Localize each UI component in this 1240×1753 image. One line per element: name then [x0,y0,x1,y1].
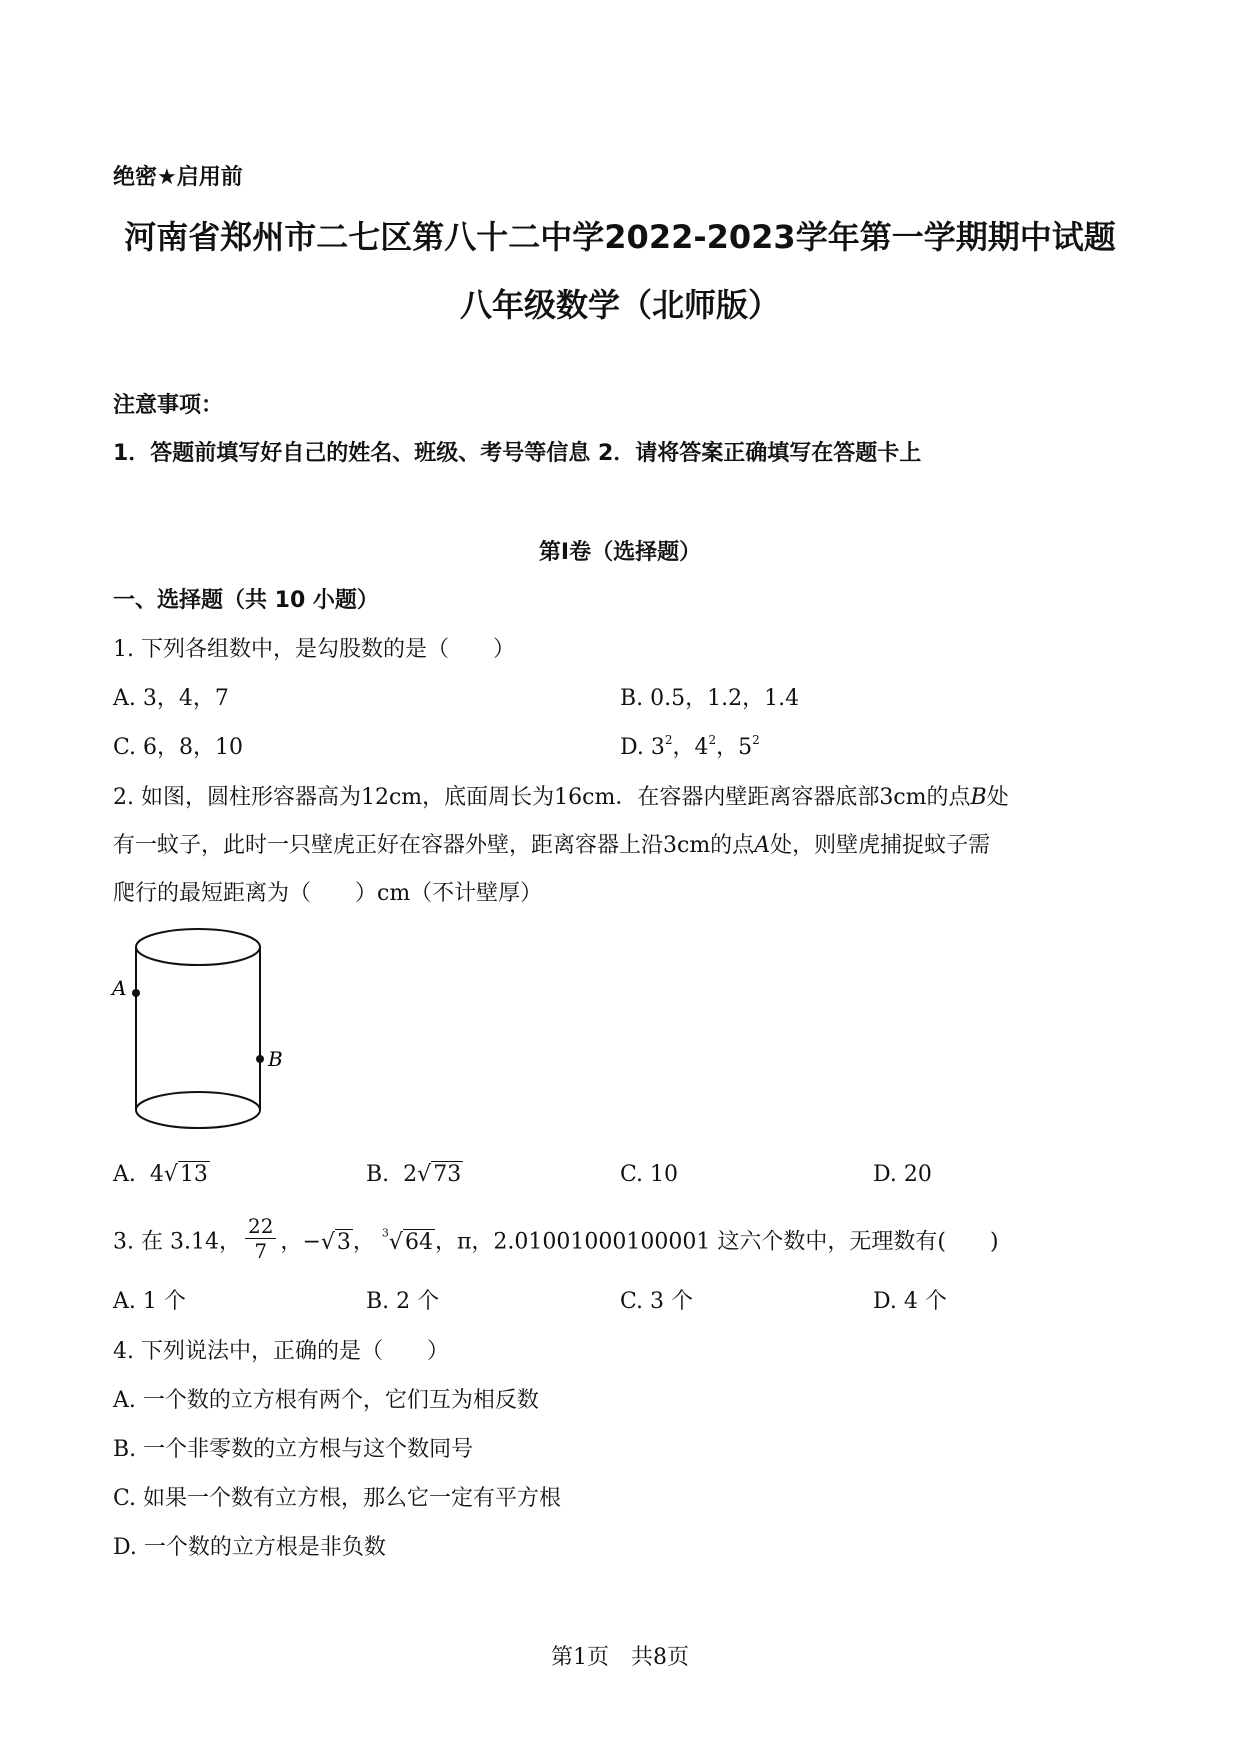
point-a [132,989,140,997]
point-a-label: A [112,976,127,1000]
q3-option-c: C. 3 个 [620,1289,694,1314]
q1-option-b: B. 0.5，1.2，1.4 [620,686,800,711]
page-footer: 第1页 共8页 [551,1645,689,1670]
q1-option-d: D. $3^2$，$4^2$，$5^2$ [620,733,760,760]
q4-option-b: B. 一个非零数的立方根与这个数同号 [113,1437,474,1462]
q4-option-c: C. 如果一个数有立方根，那么它一定有平方根 [113,1486,562,1511]
notice-line: 1．答题前填写好自己的姓名、班级、考号等信息 2．请将答案正确填写在答题卡上 [113,441,922,466]
q3-option-a: A. 1 个 [113,1289,186,1314]
q3-option-b: B. 2 个 [366,1289,440,1314]
q1-stem: 1. 下列各组数中，是勾股数的是（ ） [113,637,515,662]
cylinder-bottom-ellipse [136,1092,260,1128]
q2-line2: 有一蚊子，此时一只壁虎正好在容器外壁，距离容器上沿3cm的点A处，则壁虎捕捉蚊子需 [113,833,991,858]
point-b-label: B [268,1047,283,1071]
q2-line3: 爬行的最短距离为（ ）cm（不计壁厚） [113,881,543,906]
q3-option-d: D. 4 个 [873,1289,947,1314]
q4-option-a: A. 一个数的立方根有两个，它们互为相反数 [113,1388,539,1413]
cylinder-top-ellipse [136,929,260,965]
volume-title: 第Ⅰ卷（选择题） [538,540,702,565]
notice-heading: 注意事项： [113,393,224,418]
section-title: 一、选择题（共 10 小题） [113,588,379,613]
q3-stem: 3. 在 3.14， $\frac{22}{7}$ ，−√3， $^3$√64，π，2.01001000100001 这六个数中，无理数有( ) [113,1214,999,1263]
q2-option-d: D. 20 [873,1162,932,1187]
exam-subtitle: 八年级数学（北师版） [459,286,780,324]
q4-option-d: D. 一个数的立方根是非负数 [113,1535,386,1560]
secret-label: 绝密★启用前 [113,165,243,190]
q2-option-c: C. 10 [620,1162,679,1187]
q4-stem: 4. 下列说法中，正确的是（ ） [113,1339,449,1364]
cylinder-figure [108,925,298,1135]
q1-option-c: C. 6，8，10 [113,735,244,760]
exam-title: 河南省郑州市二七区第八十二中学2022-2023学年第一学期期中试题 [124,218,1116,256]
q1-option-a: A. 3，4，7 [113,686,229,711]
point-b [256,1055,264,1063]
q2-option-a: A. 4√13 [113,1162,208,1187]
q2-line1: 2. 如图，圆柱形容器高为12cm，底面周长为16cm．在容器内壁距离容器底部3cm的点B处 [113,785,1009,810]
q2-option-b: B. 2√73 [366,1162,462,1187]
